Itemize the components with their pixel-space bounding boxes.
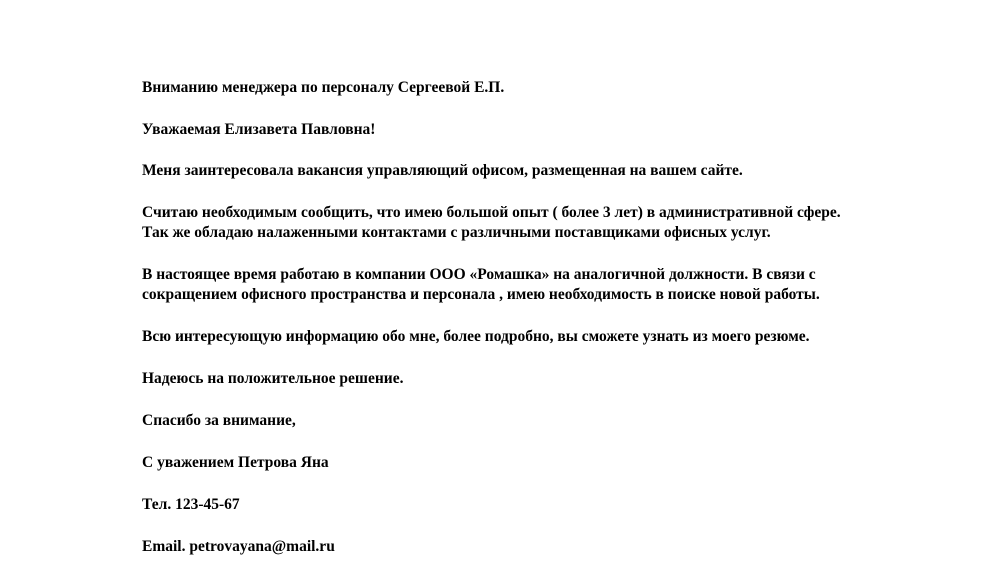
experience-paragraph-line-1: Считаю необходимым сообщить, что имею большой опыт ( более 3 лет) в административной сфере. — [142, 204, 841, 221]
thanks-line: Спасибо за внимание, — [142, 412, 296, 429]
addressee-line: Вниманию менеджера по персоналу Сергеевой Е.П. — [142, 79, 505, 96]
signature-line: С уважением Петрова Яна — [142, 454, 329, 471]
resume-note-paragraph: Всю интересующую информацию обо мне, более подробно, вы сможете узнать из моего резюме. — [142, 328, 810, 345]
cover-letter — [142, 78, 922, 557]
current-job-paragraph-line-1: В настоящее время работаю в компании ООО «Ромашка» на аналогичной должности. В связи с — [142, 266, 816, 283]
phone-line: Тел. 123-45-67 — [142, 496, 240, 513]
intro-paragraph: Меня заинтересовала вакансия управляющий офисом, размещенная на вашем сайте. — [142, 162, 743, 179]
experience-paragraph-line-2: Так же обладаю налаженными контактами с различными поставщиками офисных услуг. — [142, 224, 771, 241]
hope-line: Надеюсь на положительное решение. — [142, 370, 404, 387]
greeting-line: Уважаемая Елизавета Павловна! — [142, 121, 376, 138]
current-job-paragraph-line-2: сокращением офисного пространства и персонала , имею необходимость в поиске новой работы. — [142, 286, 820, 303]
email-line: Email. petrovayana@mail.ru — [142, 538, 335, 555]
